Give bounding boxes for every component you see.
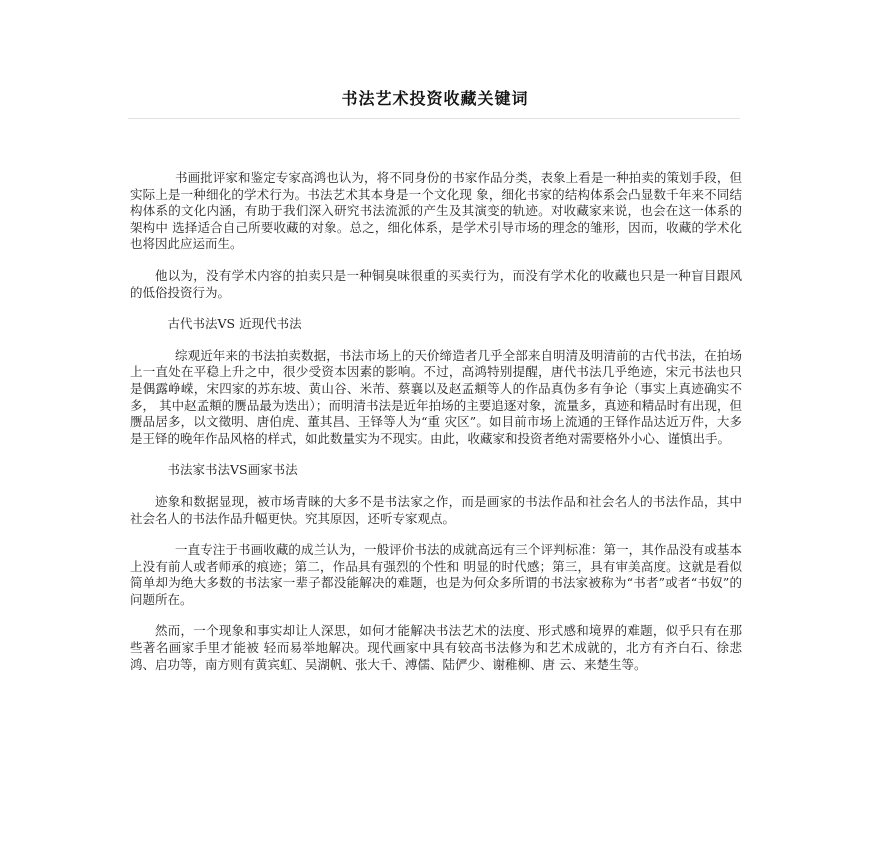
paragraph: 一直专注于书画收藏的成兰认为，一般评价书法的成就高远有三个评判标准：第一，其作品没有或基本上没有前人或者师承的痕迹；第二，作品具有强烈的个性和 明显的时代感；第三，具有审美高度。这就是看似简单却为绝大多数的书法家一辈子都没能解决的难题，也是为何众多所谓的书法家被称为“书者”或者“书奴”的 问题所在。	[130, 542, 742, 607]
paragraph: 然而，一个现象和事实却让人深思，如何才能解决书法艺术的法度、形式感和境界的难题，似乎只有在那些著名画家手里才能被 轻而易举地解决。现代画家中具有较高书法修为和艺术成就的，北方有齐白石、徐悲鸿、启功等，南方则有黄宾虹、吴湖帆、张大千、溥儒、陆俨少、谢稚柳、唐 云、来楚生等。	[130, 623, 742, 672]
paragraph: 他以为，没有学术内容的拍卖只是一种铜臭味很重的买卖行为，而没有学术化的收藏也只是一种盲目跟风的低俗投资行为。	[130, 267, 742, 300]
paragraph: 迹象和数据显现，被市场青睐的大多不是书法家之作，而是画家的书法作品和社会名人的书法作品，其中社会名人的书法作品升幅更快。究其原因，还听专家观点。	[130, 493, 742, 526]
section-heading: 书法家书法VS画家书法	[167, 462, 298, 478]
title-divider	[128, 118, 740, 119]
section-heading: 古代书法VS 近现代书法	[167, 316, 302, 332]
document-title: 书法艺术投资收藏关键词	[341, 89, 529, 108]
document-body	[130, 170, 742, 688]
paragraph: 书画批评家和鉴定专家高鸿也认为，将不同身份的书家作品分类，表象上看是一种拍卖的策划手段，但实际上是一种细化的学术行为。书法艺术其本身是一个文化现 象，细化书家的结构体系会凸显数千年来不同结构体系的文化内涵，有助于我们深入研究书法流派的产生及其演变的轨迹。对收藏家来说，也会在这一体系的架构中 选择适合自己所要收藏的对象。总之，细化体系，是学术引导市场的理念的雏形，因而，收藏的学术化也将因此应运而生。	[130, 170, 742, 252]
paragraph: 综观近年来的书法拍卖数据，书法市场上的天价缔造者几乎全部来自明清及明清前的古代书法，在拍场上一直处在平稳上升之中，很少受资本因素的影响。不过，高鸿特别提醒，唐代书法几乎绝迹，宋元书法也只是偶露峥嵘，宋四家的苏东坡、黄山谷、米芾、蔡襄以及赵孟頫等人的作品真伪多有争论（事实上真迹确实不多， 其中赵孟頫的赝品最为迭出）；而明清书法是近年拍场的主要追逐对象，流量多，真迹和精品时有出现，但赝品居多，以文徵明、唐伯虎、董其昌、王铎等人为“重 灾区”。如目前市场上流通的王铎作品达近万件，大多是王铎的晚年作品风格的样式，如此数量实为不现实。由此，收藏家和投资者绝对需要格外小心、谨慎出手。	[130, 347, 742, 446]
